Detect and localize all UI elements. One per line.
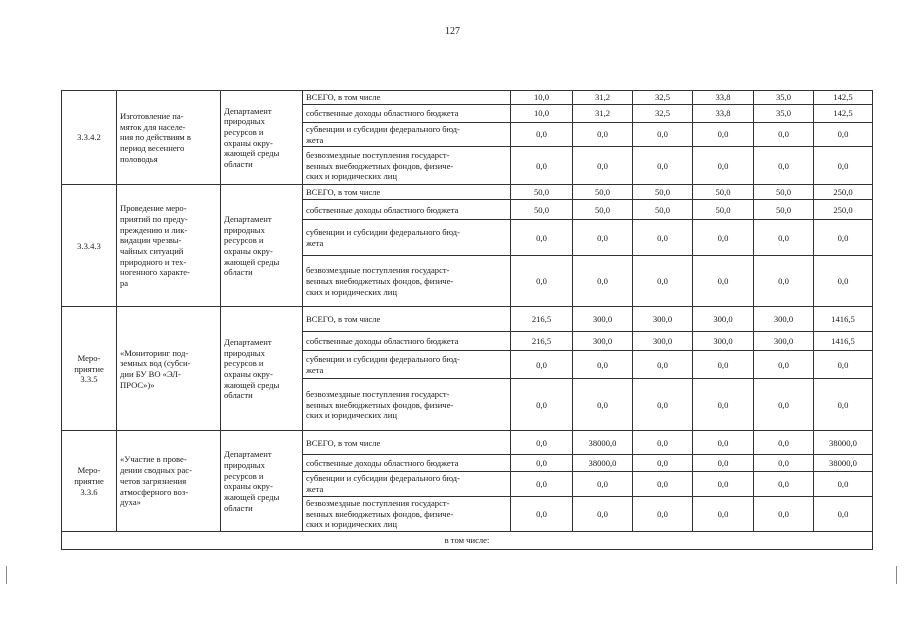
total-value: 0,0 xyxy=(814,256,873,307)
year-value: 216,5 xyxy=(511,307,573,332)
activity-department: Департамент природных ресурсов и охраны окру- жающей среды области xyxy=(221,185,303,307)
funding-source: собственные доходы областного бюджета xyxy=(303,455,511,472)
year-value: 0,0 xyxy=(633,351,693,379)
activity-code: Меро- приятие 3.3.6 xyxy=(62,431,117,532)
year-value: 300,0 xyxy=(573,307,633,332)
funding-source: собственные доходы областного бюджета xyxy=(303,200,511,220)
year-value: 0,0 xyxy=(754,256,814,307)
year-value: 10,0 xyxy=(511,105,573,123)
year-value: 0,0 xyxy=(573,379,633,431)
total-value: 0,0 xyxy=(814,379,873,431)
year-value: 300,0 xyxy=(693,307,754,332)
year-value: 0,0 xyxy=(633,256,693,307)
year-value: 0,0 xyxy=(693,147,754,185)
year-value: 0,0 xyxy=(633,220,693,256)
year-value: 0,0 xyxy=(511,351,573,379)
year-value: 0,0 xyxy=(754,379,814,431)
total-value: 1416,5 xyxy=(814,307,873,332)
funding-source: ВСЕГО, в том числе xyxy=(303,307,511,332)
year-value: 0,0 xyxy=(573,147,633,185)
table-row xyxy=(62,91,873,105)
year-value: 0,0 xyxy=(754,496,814,531)
total-value: 142,5 xyxy=(814,105,873,123)
activity-name: Проведение меро- приятий по преду- преждению и лик- видации чрезвы- чайных ситуаций природного и тех- ногенного характе- ра xyxy=(117,185,221,307)
year-value: 10,0 xyxy=(511,91,573,105)
year-value: 0,0 xyxy=(693,123,754,147)
year-value: 0,0 xyxy=(511,379,573,431)
activity-department: Департамент природных ресурсов и охраны окру- жающей среды области xyxy=(221,91,303,185)
total-value: 0,0 xyxy=(814,123,873,147)
year-value: 300,0 xyxy=(573,332,633,351)
total-value: 38000,0 xyxy=(814,431,873,455)
year-value: 50,0 xyxy=(573,200,633,220)
year-value: 300,0 xyxy=(693,332,754,351)
total-value: 250,0 xyxy=(814,185,873,200)
year-value: 50,0 xyxy=(633,200,693,220)
year-value: 0,0 xyxy=(573,351,633,379)
total-value: 0,0 xyxy=(814,351,873,379)
total-value: 142,5 xyxy=(814,91,873,105)
year-value: 0,0 xyxy=(693,256,754,307)
activity-name: «Участие в прове- дении сводных рас- четов загрязнения атмосферного воз- духа» xyxy=(117,431,221,532)
year-value: 38000,0 xyxy=(573,431,633,455)
year-value: 50,0 xyxy=(573,185,633,200)
total-value: 0,0 xyxy=(814,220,873,256)
year-value: 50,0 xyxy=(633,185,693,200)
total-value: 0,0 xyxy=(814,472,873,496)
year-value: 50,0 xyxy=(754,200,814,220)
year-value: 0,0 xyxy=(693,472,754,496)
year-value: 0,0 xyxy=(633,455,693,472)
funding-source: безвозмездные поступления государст- венных внебюджетных фондов, физиче- ских и юридических лиц xyxy=(303,147,511,185)
funding-source: собственные доходы областного бюджета xyxy=(303,332,511,351)
year-value: 0,0 xyxy=(511,472,573,496)
total-value: 38000,0 xyxy=(814,455,873,472)
margin-tick-left xyxy=(6,566,7,584)
year-value: 0,0 xyxy=(633,379,693,431)
year-value: 35,0 xyxy=(754,91,814,105)
total-value: 0,0 xyxy=(814,147,873,185)
table-row xyxy=(62,431,873,455)
year-value: 300,0 xyxy=(754,332,814,351)
year-value: 50,0 xyxy=(693,200,754,220)
year-value: 0,0 xyxy=(754,147,814,185)
year-value: 0,0 xyxy=(754,455,814,472)
table-row xyxy=(62,307,873,332)
year-value: 0,0 xyxy=(511,431,573,455)
footer-text: в том числе: xyxy=(62,532,873,550)
total-value: 0,0 xyxy=(814,496,873,531)
funding-source: ВСЕГО, в том числе xyxy=(303,185,511,200)
year-value: 31,2 xyxy=(573,91,633,105)
year-value: 50,0 xyxy=(754,185,814,200)
funding-source: безвозмездные поступления государст- венных внебюджетных фондов, физиче- ских и юридических лиц xyxy=(303,256,511,307)
year-value: 0,0 xyxy=(573,220,633,256)
year-value: 0,0 xyxy=(573,472,633,496)
year-value: 0,0 xyxy=(511,220,573,256)
funding-source: безвозмездные поступления государст- венных внебюджетных фондов, физиче- ских и юридических лиц xyxy=(303,379,511,431)
year-value: 32,5 xyxy=(633,91,693,105)
year-value: 0,0 xyxy=(511,123,573,147)
year-value: 0,0 xyxy=(633,472,693,496)
year-value: 0,0 xyxy=(511,455,573,472)
year-value: 50,0 xyxy=(693,185,754,200)
year-value: 0,0 xyxy=(693,220,754,256)
funding-source: ВСЕГО, в том числе xyxy=(303,91,511,105)
year-value: 300,0 xyxy=(633,307,693,332)
year-value: 33,8 xyxy=(693,91,754,105)
table-body xyxy=(62,91,873,550)
year-value: 0,0 xyxy=(633,431,693,455)
activity-code: 3.3.4.2 xyxy=(62,91,117,185)
year-value: 0,0 xyxy=(511,496,573,531)
year-value: 35,0 xyxy=(754,105,814,123)
page-number: 127 xyxy=(445,26,460,37)
year-value: 0,0 xyxy=(754,472,814,496)
year-value: 0,0 xyxy=(573,123,633,147)
year-value: 0,0 xyxy=(633,123,693,147)
activity-code: 3.3.4.3 xyxy=(62,185,117,307)
total-value: 250,0 xyxy=(814,200,873,220)
year-value: 0,0 xyxy=(693,431,754,455)
year-value: 0,0 xyxy=(633,496,693,531)
year-value: 0,0 xyxy=(754,351,814,379)
year-value: 0,0 xyxy=(693,455,754,472)
year-value: 300,0 xyxy=(754,307,814,332)
activity-department: Департамент природных ресурсов и охраны окру- жающей среды области xyxy=(221,431,303,532)
activity-department: Департамент природных ресурсов и охраны окру- жающей среды области xyxy=(221,307,303,431)
year-value: 216,5 xyxy=(511,332,573,351)
year-value: 32,5 xyxy=(633,105,693,123)
year-value: 0,0 xyxy=(693,496,754,531)
funding-source: субвенции и субсидии федерального бюд- жета xyxy=(303,123,511,147)
year-value: 0,0 xyxy=(573,256,633,307)
year-value: 33,8 xyxy=(693,105,754,123)
year-value: 300,0 xyxy=(633,332,693,351)
year-value: 0,0 xyxy=(511,147,573,185)
funding-source: субвенции и субсидии федерального бюд- жета xyxy=(303,351,511,379)
activity-name: Изготовление па- мяток для населе- ния по действиям в период весеннего половодья xyxy=(117,91,221,185)
funding-source: субвенции и субсидии федерального бюд- жета xyxy=(303,472,511,496)
year-value: 0,0 xyxy=(633,147,693,185)
budget-table xyxy=(61,90,873,550)
footer-row xyxy=(62,532,873,550)
funding-source: собственные доходы областного бюджета xyxy=(303,105,511,123)
funding-source: субвенции и субсидии федерального бюд- жета xyxy=(303,220,511,256)
table-row xyxy=(62,185,873,200)
total-value: 1416,5 xyxy=(814,332,873,351)
year-value: 0,0 xyxy=(754,220,814,256)
activity-code: Меро- приятие 3.3.5 xyxy=(62,307,117,431)
year-value: 0,0 xyxy=(573,496,633,531)
year-value: 50,0 xyxy=(511,200,573,220)
year-value: 0,0 xyxy=(693,379,754,431)
funding-source: ВСЕГО, в том числе xyxy=(303,431,511,455)
funding-source: безвозмездные поступления государст- венных внебюджетных фондов, физиче- ских и юридических лиц xyxy=(303,496,511,531)
year-value: 0,0 xyxy=(693,351,754,379)
year-value: 50,0 xyxy=(511,185,573,200)
year-value: 31,2 xyxy=(573,105,633,123)
year-value: 38000,0 xyxy=(573,455,633,472)
year-value: 0,0 xyxy=(511,256,573,307)
year-value: 0,0 xyxy=(754,431,814,455)
year-value: 0,0 xyxy=(754,123,814,147)
margin-tick-right xyxy=(896,566,897,584)
activity-name: «Мониторинг под- земных вод (субси- дии БУ ВО «ЭЛ- ПРОС»)» xyxy=(117,307,221,431)
